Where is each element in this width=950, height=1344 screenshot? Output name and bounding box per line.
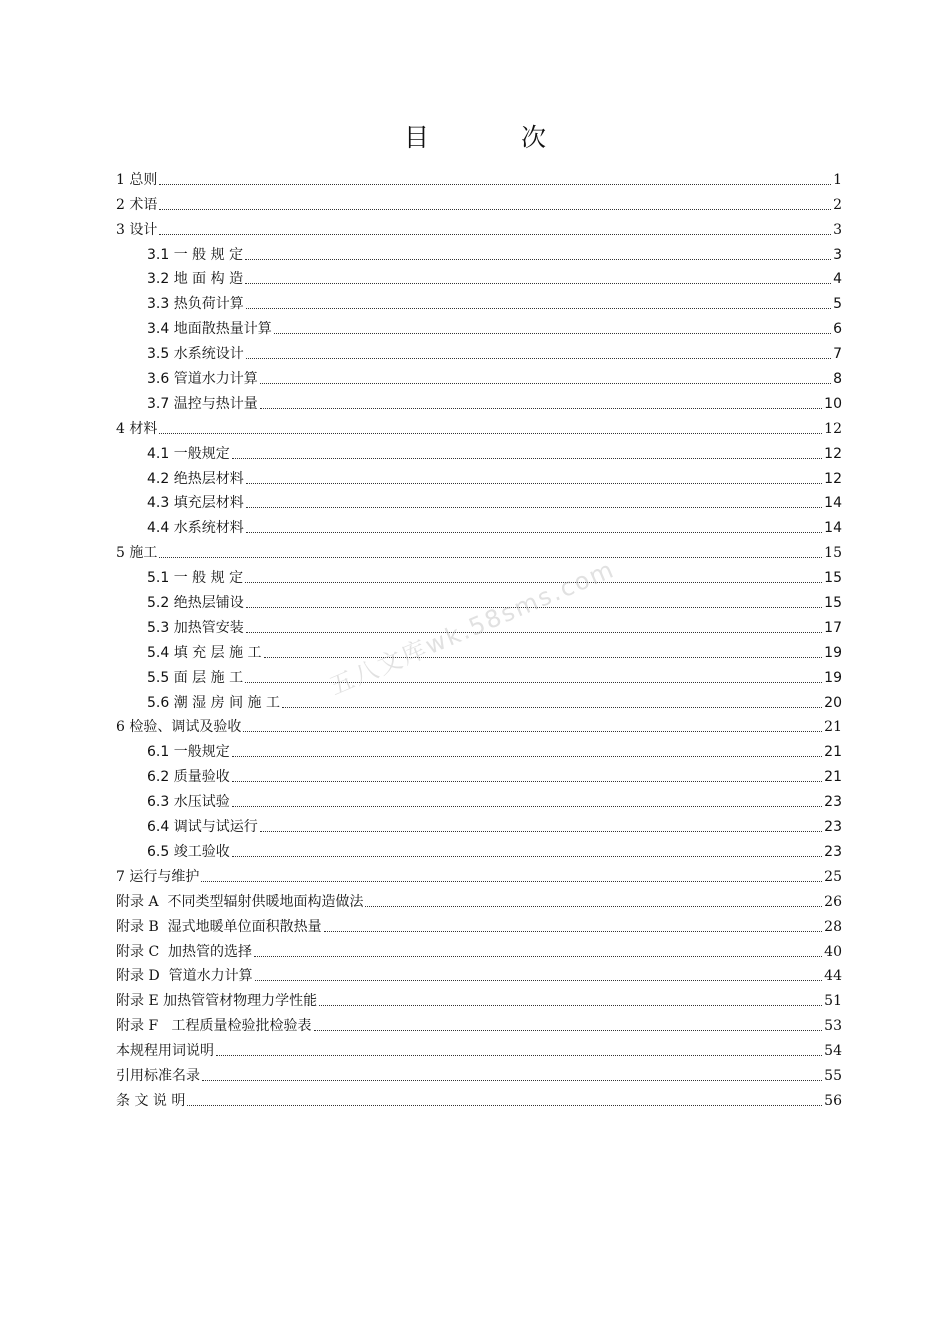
toc-entry-label: 附录 B 湿式地暖单位面积散热量 <box>116 918 322 935</box>
toc-entry[interactable] <box>116 687 842 712</box>
toc-entry-page: 53 <box>824 1018 842 1035</box>
toc-entry-label: 3.4 地面散热量计算 <box>147 321 272 338</box>
toc-entry-page: 55 <box>824 1067 842 1084</box>
toc-entry[interactable] <box>116 985 842 1010</box>
toc-leader-dots <box>255 980 823 981</box>
toc-leader-dots <box>246 308 831 309</box>
toc-entry[interactable] <box>116 537 842 562</box>
toc-entry[interactable] <box>116 438 842 463</box>
toc-entry-label: 5.1 一 般 规 定 <box>147 570 244 587</box>
toc-entry-page: 6 <box>833 321 842 338</box>
toc-entry[interactable] <box>116 712 842 737</box>
toc-entry-label: 5.3 加热管安装 <box>147 619 244 636</box>
toc-entry-page: 3 <box>833 246 842 263</box>
toc-entry-page: 56 <box>824 1092 842 1109</box>
toc-entry-page: 44 <box>824 968 842 985</box>
toc-entry-label: 条 文 说 明 <box>116 1092 186 1109</box>
toc-leader-dots <box>187 1105 822 1106</box>
toc-leader-dots <box>365 906 822 907</box>
toc-leader-dots <box>243 731 822 732</box>
toc-leader-dots <box>274 333 831 334</box>
toc-entry-label: 引用标准名录 <box>116 1067 200 1084</box>
toc-entry-label: 1 总则 <box>116 171 158 188</box>
toc-leader-dots <box>282 707 822 708</box>
toc-entry[interactable] <box>116 288 842 313</box>
toc-entry-label: 5.6 潮 湿 房 间 施 工 <box>147 694 280 711</box>
toc-entry[interactable] <box>116 1085 842 1110</box>
toc-entry-page: 26 <box>824 893 842 910</box>
toc-leader-dots <box>159 234 831 235</box>
toc-entry-page: 12 <box>824 445 842 462</box>
toc-entry-page: 19 <box>824 644 842 661</box>
toc-leader-dots <box>159 433 822 434</box>
toc-entry[interactable] <box>116 761 842 786</box>
toc-leader-dots <box>232 756 822 757</box>
toc-entry-label: 4.3 填充层材料 <box>147 495 244 512</box>
toc-entry-page: 23 <box>824 843 842 860</box>
toc-leader-dots <box>216 1055 822 1056</box>
toc-entry-label: 3.1 一 般 规 定 <box>147 246 244 263</box>
toc-entry-page: 21 <box>824 769 842 786</box>
toc-entry-label: 4.1 一般规定 <box>147 445 230 462</box>
toc-leader-dots <box>202 1080 822 1081</box>
toc-entry[interactable] <box>116 786 842 811</box>
toc-entry[interactable] <box>116 562 842 587</box>
toc-entry-page: 15 <box>824 570 842 587</box>
toc-entry-page: 40 <box>824 943 842 960</box>
toc-leader-dots <box>201 881 822 882</box>
toc-leader-dots <box>324 931 823 932</box>
toc-leader-dots <box>159 184 831 185</box>
page-title: 目 次 <box>404 123 588 152</box>
toc-entry-label: 附录 A 不同类型辐射供暖地面构造做法 <box>116 893 364 910</box>
toc-entry[interactable] <box>116 1010 842 1035</box>
toc-entry[interactable] <box>116 911 842 936</box>
toc-entry[interactable] <box>116 363 842 388</box>
toc-entry-label: 6 检验、调试及验收 <box>116 719 242 736</box>
toc-entry-label: 3 设计 <box>116 221 158 238</box>
toc-leader-dots <box>232 806 822 807</box>
toc-entry-label: 2 术语 <box>116 196 158 213</box>
toc-entry[interactable] <box>116 463 842 488</box>
toc-entry-label: 6.1 一般规定 <box>147 744 230 761</box>
toc-entry-label: 6.4 调试与试运行 <box>147 819 258 836</box>
toc-entry-page: 3 <box>833 221 842 238</box>
toc-entry[interactable] <box>116 189 842 214</box>
toc-entry-page: 14 <box>824 495 842 512</box>
toc-leader-dots <box>159 557 822 558</box>
toc-entry[interactable] <box>116 662 842 687</box>
toc-entry-label: 4 材料 <box>116 420 158 437</box>
toc-entry-label: 3.6 管道水力计算 <box>147 371 258 388</box>
toc-entry-label: 附录 D 管道水力计算 <box>116 968 253 985</box>
toc-entry-label: 6.2 质量验收 <box>147 769 230 786</box>
toc-entry-page: 12 <box>824 420 842 437</box>
toc-entry[interactable] <box>116 961 842 986</box>
toc-leader-dots <box>264 657 823 658</box>
toc-entry-page: 12 <box>824 470 842 487</box>
toc-entry-page: 21 <box>824 744 842 761</box>
toc-entry-page: 28 <box>824 918 842 935</box>
toc-leader-dots <box>246 507 822 508</box>
toc-entry-label: 5.5 面 层 施 工 <box>147 669 244 686</box>
toc-entry-page: 1 <box>833 171 842 188</box>
toc-entry-label: 附录 F 工程质量检验批检验表 <box>116 1018 312 1035</box>
toc-leader-dots <box>246 483 822 484</box>
toc-entry-label: 本规程用词说明 <box>116 1043 214 1060</box>
toc-entry-page: 4 <box>833 271 842 288</box>
toc-entry-page: 54 <box>824 1043 842 1060</box>
toc-entry[interactable] <box>116 164 842 189</box>
toc-leader-dots <box>260 831 822 832</box>
toc-entry-page: 14 <box>824 520 842 537</box>
toc-entry-page: 21 <box>824 719 842 736</box>
toc-entry[interactable] <box>116 239 842 264</box>
toc-leader-dots <box>245 259 831 260</box>
toc-entry-page: 2 <box>833 196 842 213</box>
toc-entry[interactable] <box>116 861 842 886</box>
toc-entry[interactable] <box>116 264 842 289</box>
toc-entry-label: 6.3 水压试验 <box>147 794 230 811</box>
toc-entry-label: 4.4 水系统材料 <box>147 520 244 537</box>
toc-leader-dots <box>232 856 822 857</box>
toc-entry-page: 17 <box>824 619 842 636</box>
toc-entry[interactable] <box>116 512 842 537</box>
toc-entry[interactable] <box>116 388 842 413</box>
toc-entry[interactable] <box>116 488 842 513</box>
toc-entry-label: 5 施工 <box>116 545 158 562</box>
toc-leader-dots <box>246 532 822 533</box>
toc-entry-page: 23 <box>824 794 842 811</box>
toc-entry-label: 5.2 绝热层铺设 <box>147 595 244 612</box>
toc-entry-label: 3.3 热负荷计算 <box>147 296 244 313</box>
toc-leader-dots <box>260 383 831 384</box>
toc-entry[interactable] <box>116 338 842 363</box>
toc-entry-label: 附录 C 加热管的选择 <box>116 943 253 960</box>
toc-leader-dots <box>245 283 831 284</box>
toc-entry-page: 25 <box>824 868 842 885</box>
toc-entry[interactable] <box>116 936 842 961</box>
toc-entry-label: 4.2 绝热层材料 <box>147 470 244 487</box>
toc-entry[interactable] <box>116 836 842 861</box>
toc-entry-label: 3.5 水系统设计 <box>147 346 244 363</box>
toc-entry-page: 15 <box>824 595 842 612</box>
toc-entry-label: 7 运行与维护 <box>116 868 200 885</box>
toc-entry[interactable] <box>116 1035 842 1060</box>
toc-leader-dots <box>246 358 831 359</box>
toc-entry-label: 5.4 填 充 层 施 工 <box>147 644 262 661</box>
toc-entry[interactable] <box>116 736 842 761</box>
toc-leader-dots <box>232 781 822 782</box>
toc-entry[interactable] <box>116 214 842 239</box>
watermark: 五八文库wk.58sms.com <box>325 554 620 701</box>
toc-entry-label: 3.7 温控与热计量 <box>147 395 258 412</box>
toc-entry[interactable] <box>116 313 842 338</box>
toc-entry-page: 7 <box>833 346 842 363</box>
toc-entry-page: 8 <box>833 371 842 388</box>
toc-entry-page: 20 <box>824 694 842 711</box>
toc-leader-dots <box>254 956 822 957</box>
toc-entry[interactable] <box>116 413 842 438</box>
toc-entry[interactable] <box>116 886 842 911</box>
toc-entry-label: 附录 E 加热管管材物理力学性能 <box>116 993 318 1010</box>
toc-entry-page: 19 <box>824 669 842 686</box>
toc-entry-page: 15 <box>824 545 842 562</box>
toc-leader-dots <box>232 458 822 459</box>
toc-leader-dots <box>246 632 822 633</box>
toc-entry-label: 3.2 地 面 构 造 <box>147 271 244 288</box>
toc-leader-dots <box>314 1030 823 1031</box>
toc-leader-dots <box>260 408 822 409</box>
toc-entry-label: 6.5 竣工验收 <box>147 843 230 860</box>
toc-entry-page: 23 <box>824 819 842 836</box>
toc-entry-page: 51 <box>824 993 842 1010</box>
toc-entry[interactable] <box>116 1060 842 1085</box>
toc-entry-page: 10 <box>824 395 842 412</box>
toc-entry[interactable] <box>116 811 842 836</box>
toc-leader-dots <box>159 209 831 210</box>
toc-entry-page: 5 <box>833 296 842 313</box>
toc-leader-dots <box>319 1005 822 1006</box>
